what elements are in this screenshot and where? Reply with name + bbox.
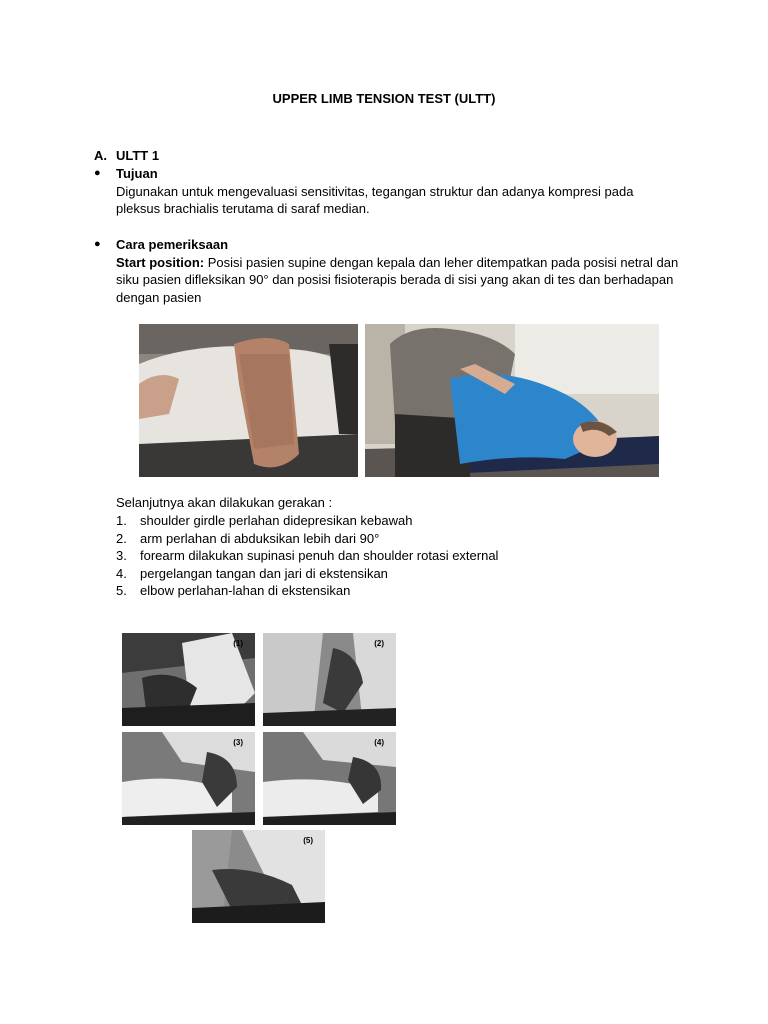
step-number: 5.: [116, 583, 127, 599]
tujuan-text-line: pleksus brachialis terutama di saraf median.: [116, 201, 370, 216]
section-title: ULTT 1: [116, 148, 160, 163]
photo-patient-arm: [139, 324, 358, 477]
step-photo-4: [263, 732, 396, 825]
step-photo-3: [122, 732, 255, 825]
cara-text: Posisi pasien supine dengan kepala dan leher ditempatkan pada posisi netral dan: [204, 254, 679, 270]
bullet-icon: ●: [94, 238, 101, 250]
step-number: 3.: [116, 548, 127, 564]
photo-tag: (2): [374, 639, 384, 648]
list-item: [116, 530, 498, 548]
cara-bullet: [94, 236, 694, 306]
cara-text-line: dengan pasien: [116, 289, 202, 305]
photo-tag: (5): [303, 836, 313, 845]
document-title: UPPER LIMB TENSION TEST (ULTT): [272, 91, 496, 106]
step-photo-1: [122, 633, 255, 726]
photo-tag: (4): [374, 738, 384, 747]
step-photo-5: [192, 830, 325, 923]
step-text: shoulder girdle perlahan didepresikan kebawah: [140, 513, 413, 528]
start-position-label: Start position:: [116, 254, 205, 270]
section-letter: A.: [94, 148, 107, 163]
photo-therapist-patient: [365, 324, 659, 477]
step-text: pergelangan tangan dan jari di ekstensikan: [140, 565, 388, 581]
step-text: elbow perlahan-lahan di ekstensikan: [140, 583, 351, 599]
tujuan-bullet: [94, 165, 694, 218]
section-heading: [94, 147, 159, 165]
step-photo-2: [263, 633, 396, 726]
cara-text-line: siku pasien difleksikan 90° dan posisi fisioterapis berada di sisi yang akan di tes dan berhadapan: [116, 272, 674, 287]
step-number: 1.: [116, 513, 127, 528]
bullet-icon: ●: [94, 167, 101, 179]
list-item: [116, 547, 498, 565]
start-position-photos: [139, 324, 659, 477]
photo-tag: (1): [233, 639, 243, 648]
list-item: [116, 565, 498, 583]
steps-list: [116, 512, 498, 600]
step-text: forearm dilakukan supinasi penuh dan shoulder rotasi external: [140, 548, 499, 564]
cara-text-line: [116, 254, 694, 272]
cara-heading: Cara pemeriksaan: [116, 237, 229, 252]
steps-intro: Selanjutnya akan dilakukan gerakan :: [116, 495, 333, 510]
list-item: [116, 582, 498, 600]
photo-tag: (3): [233, 738, 243, 747]
step-number: 4.: [116, 565, 127, 581]
tujuan-heading: Tujuan: [116, 166, 158, 181]
step-text: arm perlahan di abduksikan lebih dari 90°: [140, 530, 380, 546]
tujuan-text-line: Digunakan untuk mengevaluasi sensitivitas, tegangan struktur dan adanya kompresi pada: [116, 183, 634, 199]
step-number: 2.: [116, 530, 127, 546]
list-item: [116, 512, 498, 530]
